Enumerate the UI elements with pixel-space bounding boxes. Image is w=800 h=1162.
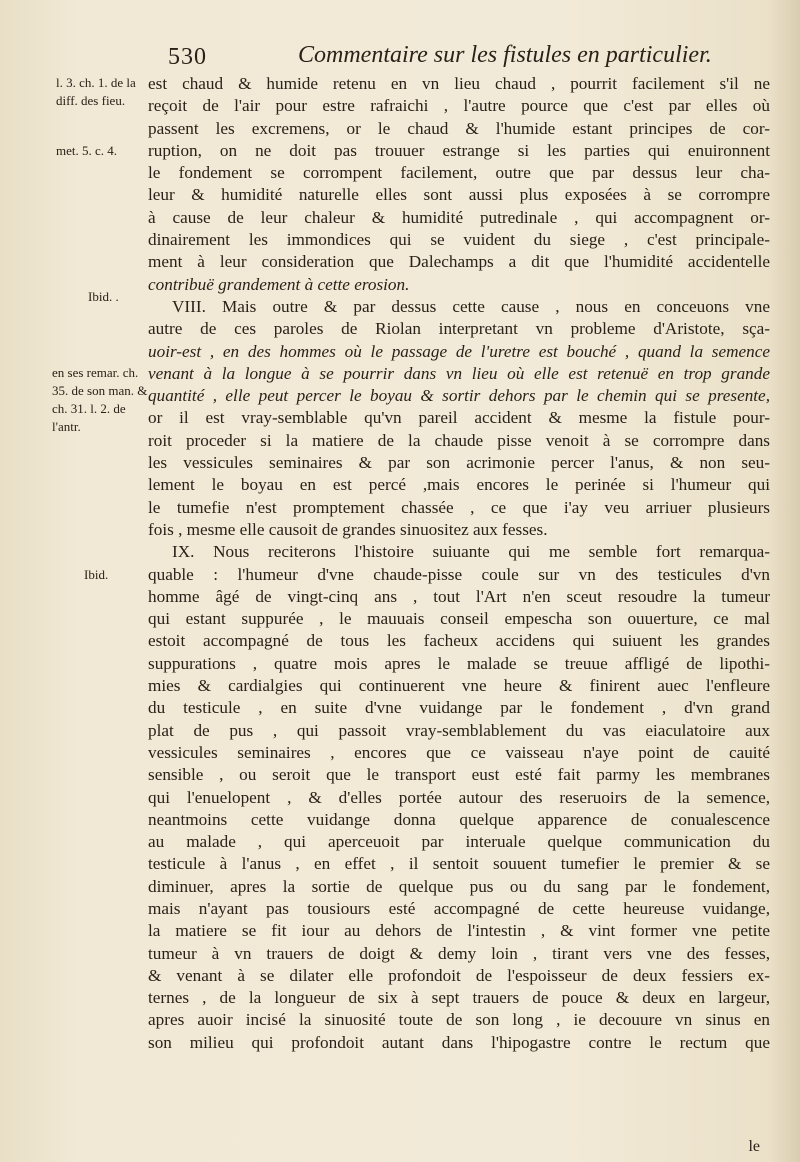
text-line: mais n'ayant pas tousiours esté accompagné de cette heureuse vuidange,: [148, 898, 770, 918]
text-line: plat de pus , qui passoit vray-semblablement du vas eiaculatoire aux: [148, 720, 770, 740]
text-line: testicule à l'anus , en effet , il sentoit souuent tumefier le premier & se: [148, 854, 770, 874]
text-line: passent les excremens, or le chaud & l'humide estant principes de cor-: [148, 118, 770, 138]
text-line: à cause de leur chaleur & humidité putredinale , qui accompagnent or-: [148, 207, 770, 227]
text-line: tumeur à vn trauers de doigt & demy loin , tirant vers vne des fesses,: [148, 943, 770, 963]
text-line: & venant à se dilater elle profondoit de l'espoisseur de deux fessiers ex-: [148, 965, 770, 985]
text-line: IX. Nous reciterons l'histoire suiuante qui me semble fort remarqua-: [172, 542, 770, 562]
running-title: Commentaire sur les fistules en particulier.: [298, 42, 712, 68]
body-text: [148, 73, 770, 1054]
margin-note: l. 3. ch. 1. de la diff. des fieu.: [56, 75, 136, 108]
margin-note: Ibid.: [84, 567, 109, 582]
text-line: le fondement se corrompent facilement, outre que par dessus leur cha-: [148, 163, 770, 183]
catchword: le: [748, 1138, 760, 1155]
text-line: mies & cardialgies qui continuerent vne heure & finirent auec l'enfleure: [148, 676, 770, 696]
text-line: fois , mesme elle causoit de grandes sinuositez aux fesses.: [148, 519, 548, 539]
text-line: quantité , elle peut percer le boyau & sortir dehors par le chemin qui se presente,: [148, 386, 770, 406]
text-line: qui l'enuelopent , & d'elles portée autour des reseruoirs de la semence,: [148, 787, 770, 807]
text-line: autre de ces paroles de Riolan interpretant vn probleme d'Aristote, sça-: [148, 319, 770, 339]
text-line: roit proceder si la matiere de la chaude pisse venoit à se corrompre dans: [148, 430, 770, 450]
text-line: vessicules seminaires , encores que ce vaisseau n'aye point de cauité: [148, 742, 770, 762]
margin-note: en ses remar. ch. 35. de son man. & ch. 31. l. 2. de l'antr.: [52, 365, 148, 434]
text-line: diminuer, apres la sortie de quelque pus ou du sang par le fondement,: [148, 876, 770, 896]
text-line: lement le boyau en est percé ,mais encores le perinée si l'humeur qui: [148, 475, 770, 495]
text-line: est chaud & humide retenu en vn lieu chaud , pourrit facilement s'il ne: [148, 74, 770, 93]
text-line: au malade , qui aperceuoit par interuale quelque communication du: [148, 832, 770, 852]
margin-note: Ibid. .: [88, 289, 119, 304]
text-line: le tumefie n'est promptement chassée , ce que i'ay veu arriuer plusieurs: [148, 497, 770, 517]
text-line: suppurations , quatre mois apres le malade se treuue affligé de lipothi-: [148, 653, 770, 673]
text-line: estoit accompagné de tous les facheux accidens qui suiuent les grandes: [148, 631, 770, 651]
margin-note: met. 5. c. 4.: [56, 143, 118, 158]
text-line: venant à la longue à se pourrir dans vn lieu où elle est retenuë en trop grande: [148, 363, 770, 383]
text-line: homme âgé de vingt-cinq ans , tout l'Art n'en sceut resoudre la tumeur: [148, 586, 770, 606]
margin-notes: [52, 74, 152, 1124]
page-number: 530: [168, 44, 207, 70]
text-line: leur & humidité naturelle elles sont aussi plus exposées à se corrompre: [148, 185, 770, 205]
text-line: reçoit de l'air pour estre rafraichi , l'autre pource que c'est par elles où: [148, 96, 770, 116]
text-line: uoir-est , en des hommes où le passage de l'uretre est bouché , quand la semence: [148, 341, 770, 361]
text-line: ternes , de la longueur de six à sept trauers de pouce & deux en largeur,: [148, 988, 770, 1008]
text-line: quable : l'humeur d'vne chaude-pisse coule sur vn des testicules d'vn: [148, 564, 770, 584]
text-line: la matiere se fit iour au dehors de l'intestin , & vint former vne petite: [148, 921, 770, 941]
text-line: neantmoins cette vuidange donna quelque apparence de conualescence: [148, 809, 770, 829]
text-line: du testicule , en suite d'vne vuidange par le fondement , d'vn grand: [148, 698, 770, 718]
text-line: contribuë grandement à cette erosion.: [148, 274, 410, 294]
text-line: ruption, on ne doit pas trouuer estrange si les parties qui enuironnent: [148, 140, 770, 160]
text-line: dinairement les immondices qui se vuident du siege , c'est principale-: [148, 230, 770, 250]
text-line: or il est vray-semblable qu'vn pareil accident & mesme la fistule pour-: [148, 408, 770, 428]
text-line: sensible , ou seroit que le transport eust esté fait parmy les membranes: [148, 765, 770, 785]
text-line: ment à leur consideration que Dalechamps a dit que l'humidité accidentelle: [148, 252, 770, 272]
text-line: apres auoir incisé la sinuosité toute de son long , ie decouure vn sinus en: [148, 1010, 770, 1030]
text-line: les vessicules seminaires & par son acrimonie percer l'anus, & non seu-: [148, 453, 770, 473]
text-line: qui estant suppurée , le mauuais conseil empescha son ouuerture, ce mal: [148, 609, 770, 629]
text-line: VIII. Mais outre & par dessus cette cause , nous en conceuons vne: [172, 296, 770, 316]
page-header: [168, 38, 768, 74]
text-line: son milieu qui profondoit autant dans l'hipogastre contre le rectum que: [148, 1032, 770, 1052]
